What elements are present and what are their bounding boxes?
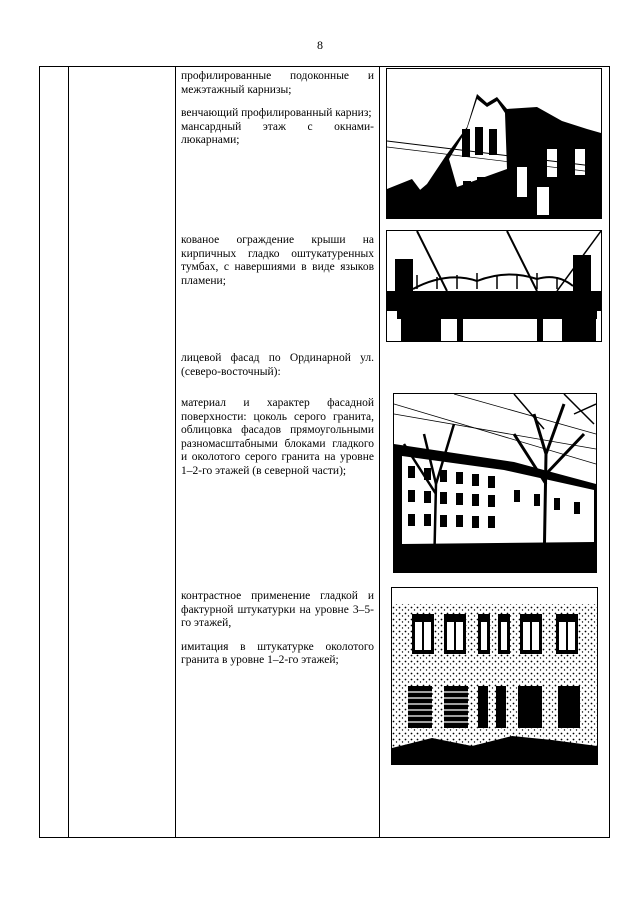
description-paragraph: лицевой фасад по Ординарной ул. (северо-восточный): bbox=[181, 352, 374, 378]
description-paragraph: имитация в штукатурке околотого гранита в уровне 1–2-го этажей; bbox=[181, 640, 374, 666]
photo-plaster-facade bbox=[391, 587, 598, 765]
description-paragraph: материал и характер фасадной поверхности: цоколь серого гранита, облицовка фасадов прямоугольными разномасштабными блоками гладкого и околотого серого гранита на уровне 1–2-го этажей (в северной части); bbox=[181, 397, 374, 477]
photo-roof-fence bbox=[386, 230, 602, 342]
description-block-main-facade bbox=[181, 352, 374, 379]
description-paragraph: мансардный этаж с окнами-люкарнами; bbox=[181, 120, 374, 146]
page-number: 8 bbox=[317, 38, 323, 52]
description-paragraph: профилированные подоконные и межэтажный карнизы; bbox=[181, 70, 374, 96]
photo-granite-facade bbox=[393, 393, 597, 573]
description-block-facade-material bbox=[181, 397, 374, 478]
description-paragraph: кованое ограждение крыши на кирпичных гладко оштукатуренных тумбах, с навершиями в виде языков пламени; bbox=[181, 234, 374, 287]
description-block-plaster bbox=[181, 590, 374, 668]
column-divider-1 bbox=[68, 66, 69, 838]
description-block-roof-fence bbox=[181, 234, 374, 288]
photo-mansard-cornice bbox=[386, 68, 602, 219]
column-divider-3 bbox=[379, 66, 380, 838]
description-paragraph: венчающий профилированный карниз; bbox=[181, 107, 372, 119]
column-divider-2 bbox=[175, 66, 176, 838]
description-block-cornices bbox=[181, 70, 374, 148]
description-paragraph: контрастное применение гладкой и фактурной штукатурки на уровне 3–5-го этажей, bbox=[181, 590, 374, 629]
